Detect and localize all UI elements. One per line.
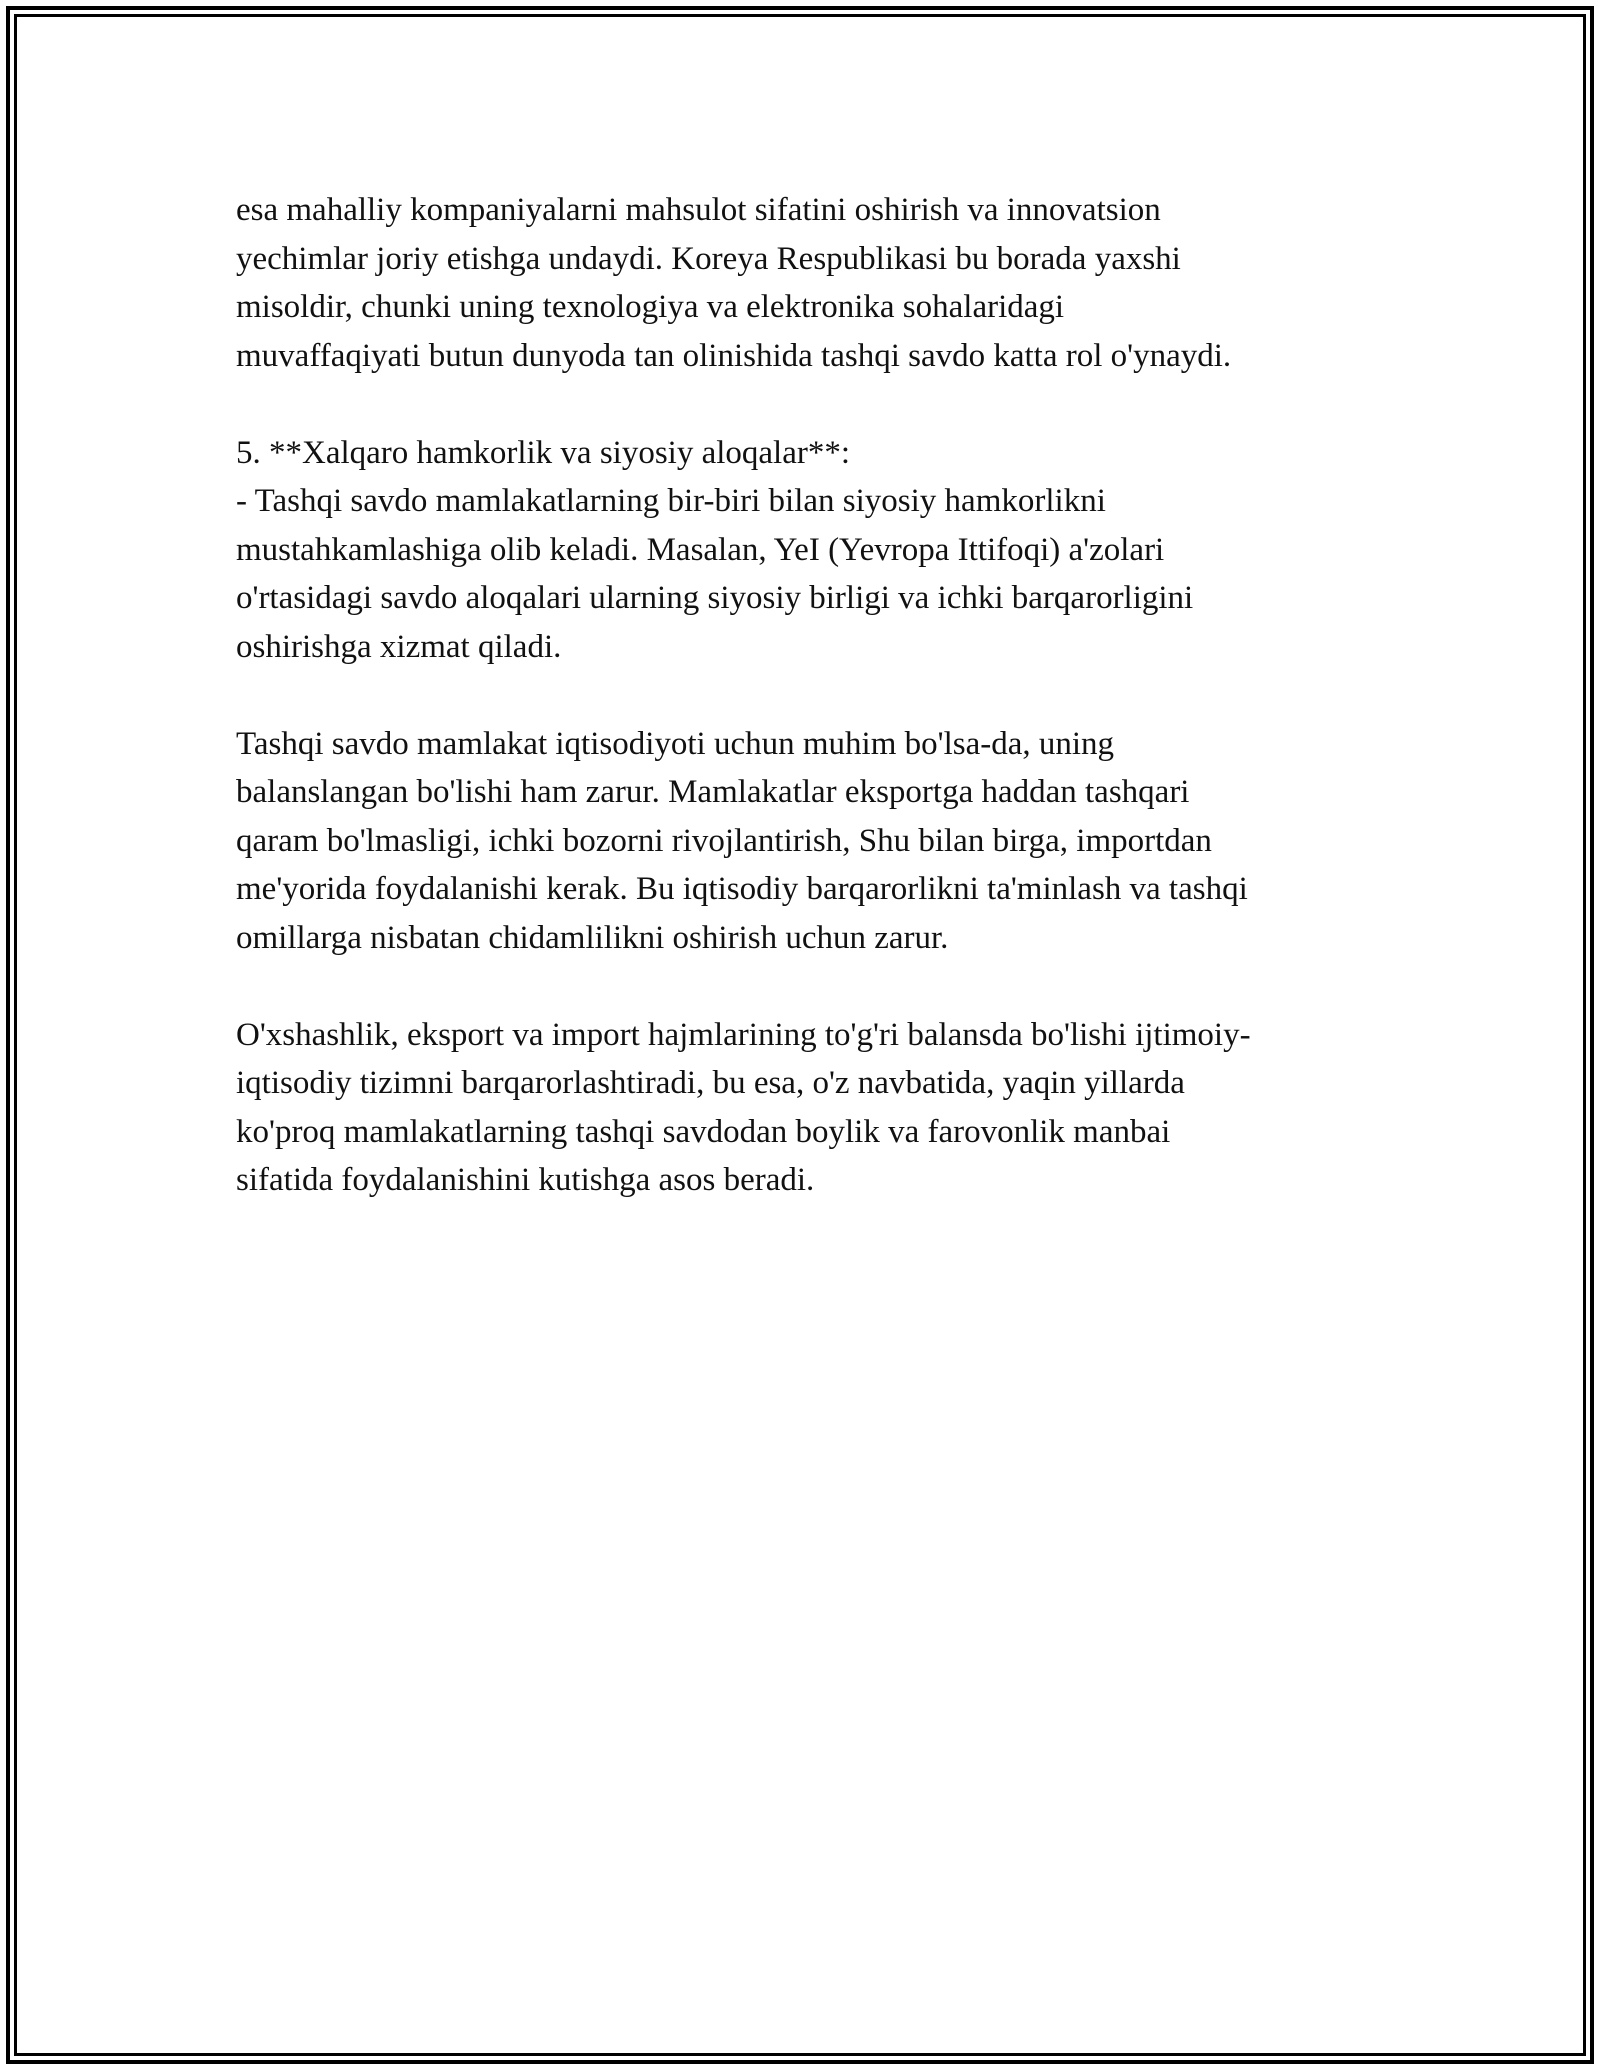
document-body bbox=[236, 186, 1396, 1253]
paragraph-international-cooperation: 5. **Xalqaro hamkorlik va siyosiy aloqalar**: - Tashqi savdo mamlakatlarning bir-biri bilan siyosiy hamkorlikni mustahkamlashiga olib keladi. Masalan, YeI (Yevropa Ittifoqi) a'zolari o'rtasidagi savdo aloqalari ularning siyosiy birligi va ichki barqarorligini oshirishga xizmat qiladi. bbox=[236, 434, 1194, 665]
paragraph-trade-balance: Tashqi savdo mamlakat iqtisodiyoti uchun muhim bo'lsa-da, uning balanslangan bo'lishi ham zarur. Mamlakatlar eksportga haddan tashqari qaram bo'lmasligi, ichki bozorni rivojlantirish, Shu bilan birga, importdan me'yorida foydalanishi kerak. Bu iqtisodiy barqarorlikni ta'minlash va tashqi omillarga nisbatan chidamlilikni oshirish uchun zarur. bbox=[236, 725, 1248, 956]
paragraph-conclusion: O'xshashlik, eksport va import hajmlarining to'g'ri balansda bo'lishi ijtimoiy- iqtisodiy tizimni barqarorlashtiradi, bu esa, o'z navbatida, yaqin yillarda ko'proq mamlakatlarning tashqi savdodan boylik va farovonlik manbai sifatida foydalanishini kutishga asos beradi. bbox=[236, 1016, 1251, 1198]
paragraph-korea-example: esa mahalliy kompaniyalarni mahsulot sifatini oshirish va innovatsion yechimlar joriy etishga undaydi. Koreya Respublikasi bu borada yaxshi misoldir, chunki uning texnologiya va elektronika sohalaridagi muvaffaqiyati butun dunyoda tan olinishida tashqi savdo katta rol o'ynaydi. bbox=[236, 192, 1232, 374]
